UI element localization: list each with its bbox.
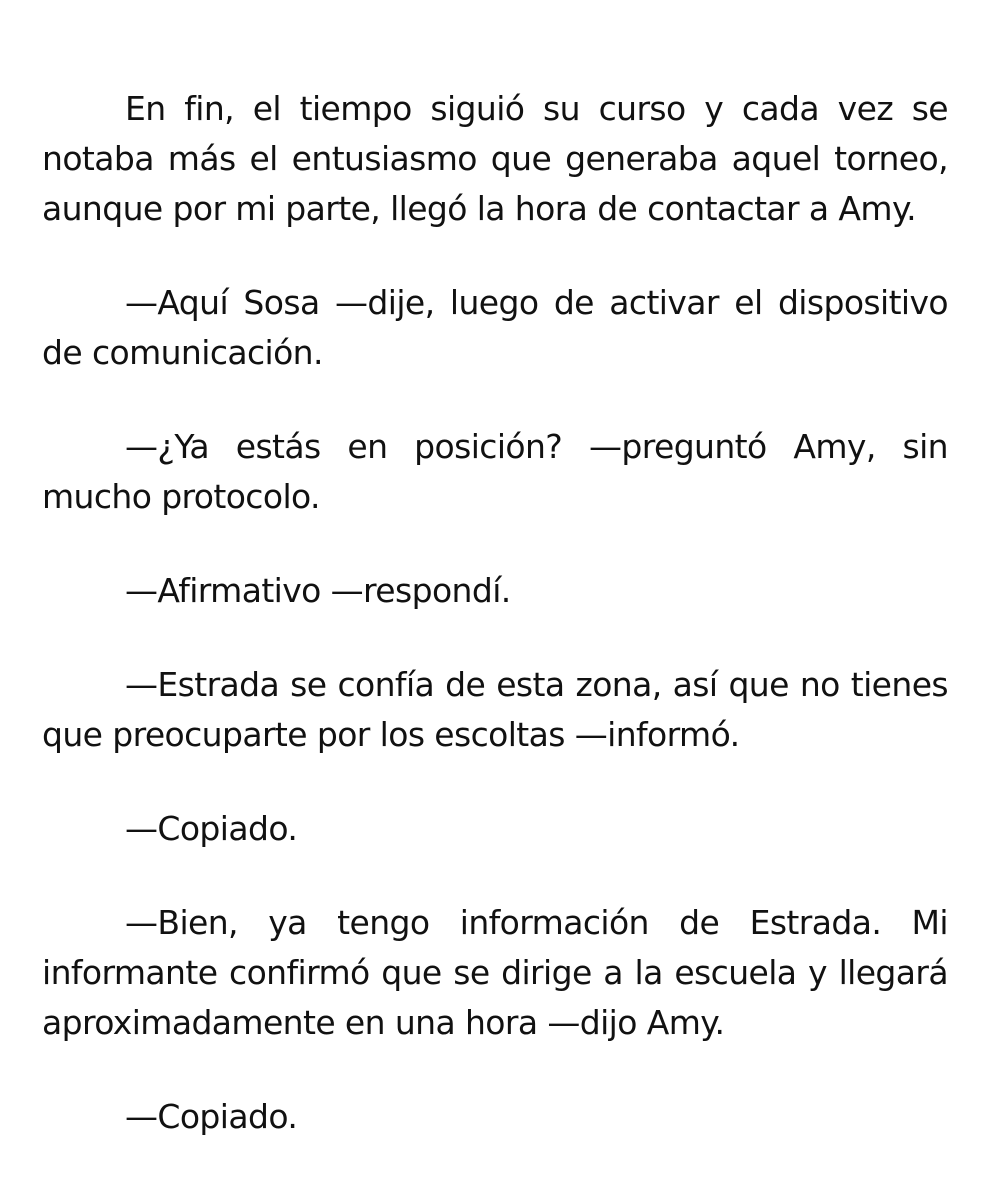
narration-paragraph: En fin, el tiempo siguió su curso y cada vez se notaba más el entusiasmo que generaba aquel torneo, aunque por mi parte, llegó la hora de contactar a Amy.: [42, 89, 948, 228]
book-page: [42, 84, 948, 1142]
dialogue-paragraph: —Copiado.: [125, 809, 298, 848]
dialogue-paragraph: —¿Ya estás en posición? —preguntó Amy, sin mucho protocolo.: [42, 427, 948, 516]
dialogue-paragraph: —Bien, ya tengo información de Estrada. Mi informante confirmó que se dirige a la escuela y llegará aproximadamente en una hora —dijo Amy.: [42, 903, 948, 1042]
dialogue-paragraph: —Copiado.: [125, 1097, 298, 1136]
dialogue-paragraph: —Afirmativo —respondí.: [125, 571, 511, 610]
dialogue-paragraph: —Aquí Sosa —dije, luego de activar el dispositivo de comunicación.: [42, 283, 948, 372]
dialogue-paragraph: —Estrada se confía de esta zona, así que no tienes que preocuparte por los escoltas —informó.: [42, 665, 948, 754]
